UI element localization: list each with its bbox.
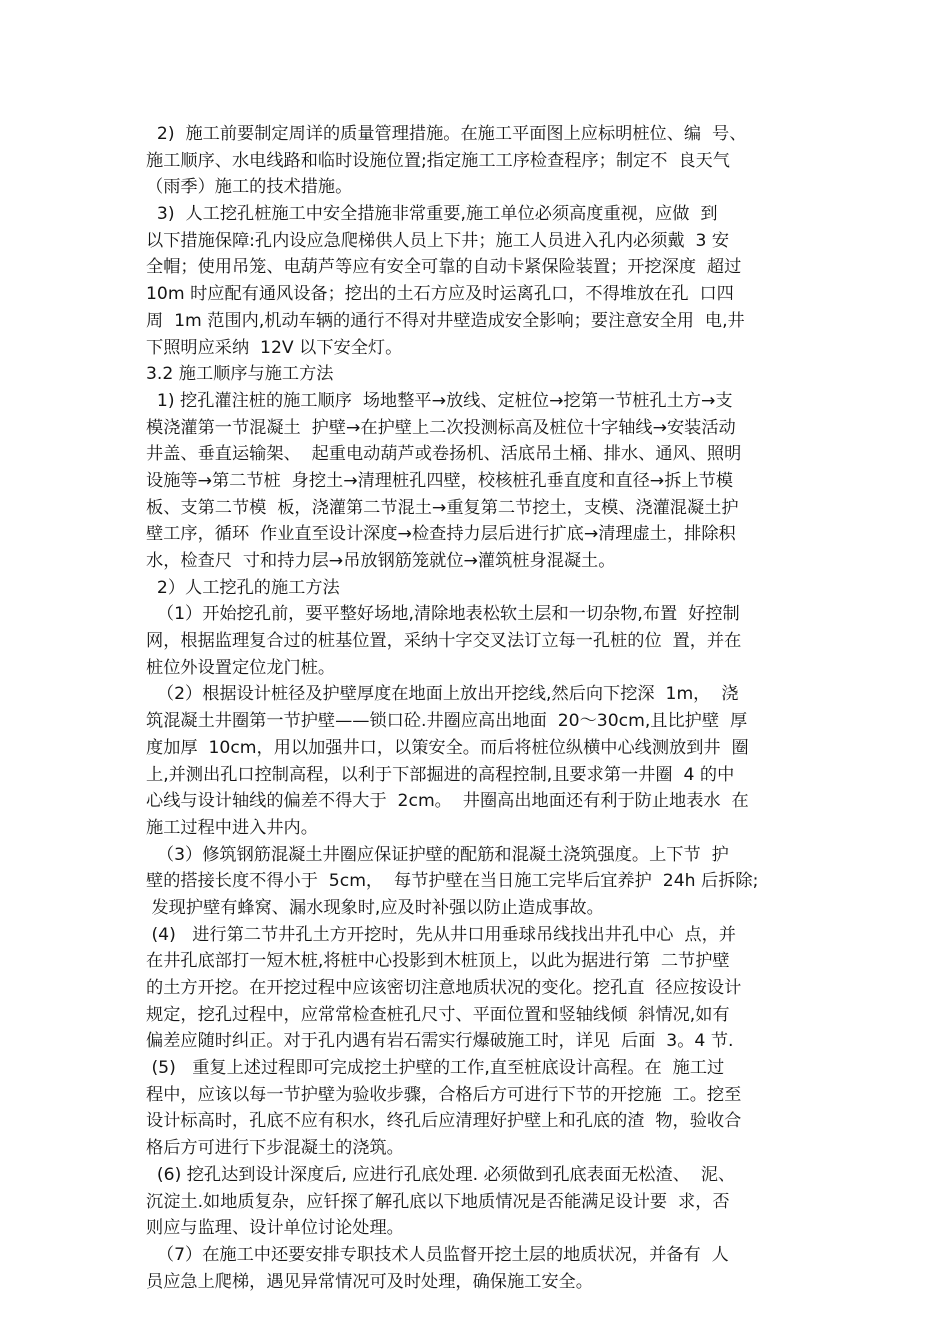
text-line: （1）开始挖孔前，要平整好场地,清除地表松软土层和一切杂物,布置 好控制 — [146, 604, 740, 625]
text-line: 全帽；使用吊笼、电葫芦等应有安全可靠的自动卡紧保险装置；开挖深度 超过 — [146, 257, 742, 278]
text-line: 员应急上爬梯，遇见异常情况可及时处理，确保施工安全。 — [146, 1271, 593, 1292]
text-line: 设计标高时，孔底不应有积水，终孔后应清理好护壁上和孔底的渣 物，验收合 — [146, 1111, 742, 1132]
text-line: 沉淀土.如地质复杂，应钎探了解孔底以下地质情况是否能满足设计要 求，否 — [146, 1191, 730, 1212]
text-line: 格后方可进行下步混凝土的浇筑。 — [146, 1138, 404, 1159]
text-line: 发现护壁有蜂窝、漏水现象时,应及时补强以防止造成事故。 — [146, 897, 604, 918]
text-line: 偏差应随时纠正。对于孔内遇有岩石需实行爆破施工时，详见 后面 3。4 节. — [146, 1031, 734, 1052]
text-line: 筑混凝土井圈第一节护壁——锁口砼.井圈应高出地面 20～30cm,且比护壁 厚 — [146, 711, 748, 732]
text-line: (6) 挖孔达到设计深度后, 应进行孔底处理. 必须做到孔底表面无松渣、 泥、 — [146, 1164, 736, 1185]
text-line: 周 1m 范围内,机动车辆的通行不得对井壁造成安全影响；要注意安全用 电,井 — [146, 310, 745, 331]
text-line: 规定，挖孔过程中，应常常检查桩孔尺寸、平面位置和竖轴线倾 斜情况,如有 — [146, 1004, 730, 1025]
text-line: 在井孔底部打一短木桩,将桩中心投影到木桩顶上，以此为据进行第 二节护壁 — [146, 951, 730, 972]
text-line: 度加厚 10cm，用以加强井口，以策安全。而后将桩位纵横中心线测放到井 圈 — [146, 737, 749, 758]
text-line: （7）在施工中还要安排专职技术人员监督开挖土层的地质状况，并备有 人 — [146, 1244, 729, 1265]
text-line: 的土方开挖。在开挖过程中应该密切注意地质状况的变化。挖孔直 径应按设计 — [146, 978, 742, 998]
text-line: 10m 时应配有通风设备；挖出的土石方应及时运离孔口，不得堆放在孔 口四 — [146, 284, 734, 305]
text-line: 壁工序，循环 作业直至设计深度→检查持力层后进行扩底→清理虚土，排除积 — [146, 524, 736, 545]
text-line: 施工过程中进入井内。 — [146, 817, 318, 838]
document-body — [146, 121, 822, 1295]
text-line: 水，检查尺 寸和持力层→吊放钢筋笼就位→灌筑桩身混凝土。 — [146, 551, 616, 571]
text-line: 下照明应采纳 12V 以下安全灯。 — [146, 337, 403, 358]
text-line: 3) 人工挖孔桩施工中安全措施非常重要,施工单位必须高度重视，应做 到 — [146, 204, 718, 225]
subsection-heading: 2）人工挖孔的施工方法 — [146, 577, 340, 598]
text-line: 2) 施工前要制定周详的质量管理措施。在施工平面图上应标明桩位、编 号、 — [146, 124, 747, 144]
text-line: (5) 重复上述过程即可完成挖土护壁的工作,直至桩底设计高程。在 施工过 — [146, 1058, 725, 1079]
text-line: （雨季）施工的技术措施。 — [146, 177, 353, 198]
text-line: （2）根据设计桩径及护壁厚度在地面上放出开挖线,然后向下挖深 1m， 浇 — [146, 684, 739, 705]
text-line: 壁的搭接长度不得小于 5cm， 每节护壁在当日施工完毕后宜养护 24h 后拆除; — [146, 871, 759, 892]
text-line: 施工顺序、水电线路和临时设施位置;指定施工工序检查程序；制定不 良天气 — [146, 150, 730, 171]
text-line: 程中，应该以每一节护壁为验收步骤，合格后方可进行下节的开挖施 工。挖至 — [146, 1084, 742, 1105]
section-heading: 3.2 施工顺序与施工方法 — [146, 364, 334, 385]
text-line: (4) 进行第二节井孔土方开挖时，先从井口用垂球吊线找出井孔中心 点，并 — [146, 924, 736, 945]
text-line: 设施等→第二节桩 身挖土→清理桩孔四壁，校核桩孔垂直度和直径→拆上节模 — [146, 470, 733, 491]
text-line: 以下措施保障:孔内设应急爬梯供人员上下井；施工人员进入孔内必须戴 3 安 — [146, 230, 730, 251]
text-line: （3）修筑钢筋混凝土井圈应保证护壁的配筋和混凝土浇筑强度。上下节 护 — [146, 844, 729, 865]
text-line: 网，根据监理复合过的桩基位置，采纳十字交叉法订立每一孔桩的位 置，并在 — [146, 631, 742, 652]
text-line: 上,并测出孔口控制高程，以利于下部掘进的高程控制,且要求第一井圈 4 的中 — [146, 764, 735, 785]
text-line: 心线与设计轴线的偏差不得大于 2cm。 井圈高出地面还有利于防止地表水 在 — [146, 791, 749, 812]
text-line: 板、支第二节模 板，浇灌第二节混土→重复第二节挖土，支模、浇灌混凝土护 — [146, 497, 739, 518]
text-line: 模浇灌第一节混凝土 护壁→在护壁上二次投测标高及桩位十字轴线→安装活动 — [146, 417, 736, 438]
text-line: 桩位外设置定位龙门桩。 — [146, 657, 336, 678]
text-line: 1) 挖孔灌注桩的施工顺序 场地整平→放线、定桩位→挖第一节桩孔土方→支 — [146, 390, 733, 411]
text-line: 则应与监理、设计单位讨论处理。 — [146, 1218, 404, 1239]
text-line: 井盖、垂直运输架、 起重电动葫芦或卷扬机、活底吊土桶、排水、通风、照明 — [146, 444, 742, 465]
